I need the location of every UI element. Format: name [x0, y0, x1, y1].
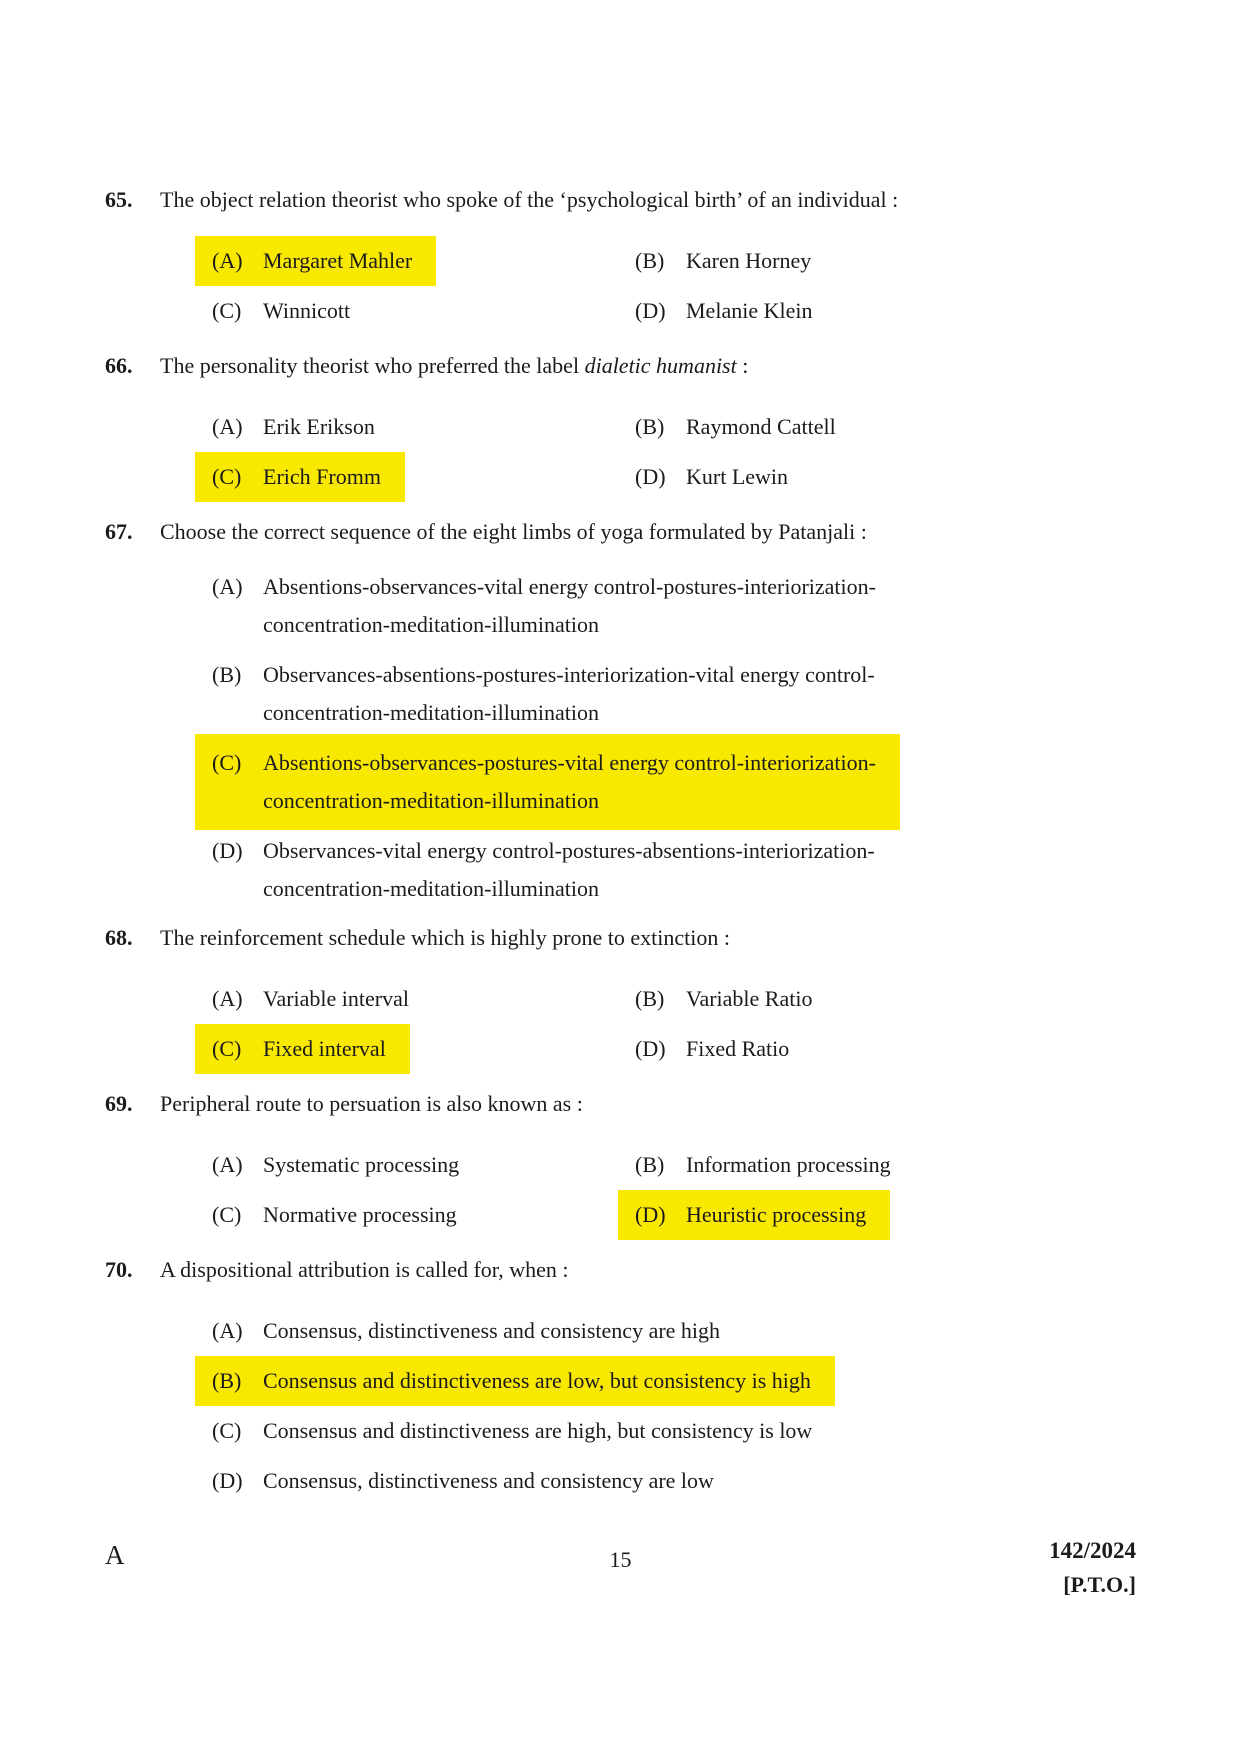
- option-text: Kurt Lewin: [686, 464, 789, 489]
- option-b: [212, 1356, 1136, 1406]
- page-number: 15: [609, 1547, 632, 1572]
- option-letter: (C): [212, 1202, 242, 1227]
- option-d: [212, 1456, 1136, 1506]
- option-a: [212, 568, 1136, 644]
- option-highlight-box: [195, 646, 899, 742]
- footer-right-block: [1049, 1538, 1136, 1598]
- option-text: Erich Fromm: [263, 464, 381, 489]
- question-65: [105, 186, 1136, 336]
- option-text: Erik Erikson: [263, 414, 375, 439]
- option-letter: (D): [635, 1202, 666, 1227]
- option-highlight-box: [195, 452, 405, 502]
- option-text: Consensus and distinctiveness are low, but consistency is high: [263, 1368, 811, 1393]
- question-number: 65.: [105, 187, 133, 212]
- option-highlight-box: [618, 1024, 813, 1074]
- option-text: Fixed Ratio: [686, 1036, 790, 1061]
- option-text: Information processing: [686, 1152, 891, 1177]
- question-text: Peripheral route to persuation is also known as :: [160, 1091, 583, 1116]
- option-letter: (A): [212, 574, 243, 599]
- option-text: Absentions-observances-vital energy control-postures-interiorization- concentration-meditation-illumination: [263, 574, 876, 637]
- paper-code: 142/2024: [1049, 1538, 1136, 1563]
- option-letter: (D): [635, 298, 666, 323]
- option-letter: (C): [212, 1418, 242, 1443]
- option-highlight-box: [195, 402, 399, 452]
- option-text: Normative processing: [263, 1202, 457, 1227]
- option-highlight-box: [618, 236, 835, 286]
- option-c: [212, 744, 1136, 820]
- option-letter: (C): [212, 1036, 242, 1061]
- option-letter: (B): [635, 986, 665, 1011]
- option-c: [212, 286, 635, 336]
- question-row: [105, 924, 1136, 952]
- option-letter: (A): [212, 1318, 243, 1343]
- question-text: The reinforcement schedule which is highly prone to extinction :: [160, 925, 731, 950]
- option-letter: (C): [212, 298, 242, 323]
- option-text: Observances-absentions-postures-interiorization-vital energy control- concentration-meditation-illumination: [263, 662, 875, 725]
- question-number: 66.: [105, 353, 133, 378]
- question-row: [105, 518, 1136, 546]
- option-letter: (A): [212, 248, 243, 273]
- option-text: Consensus, distinctiveness and consistency are low: [263, 1468, 714, 1493]
- question-69: [105, 1090, 1136, 1240]
- question-row: [105, 1256, 1136, 1284]
- option-letter: (B): [212, 1368, 242, 1393]
- option-highlight-box: [195, 236, 436, 286]
- option-letter: (A): [212, 414, 243, 439]
- option-text: Absentions-observances-postures-vital energy control-interiorization- concentration-meditation-illumination: [263, 750, 876, 813]
- option-highlight-box: [195, 1356, 835, 1406]
- option-c: [212, 1024, 635, 1074]
- option-d: [212, 832, 1136, 908]
- question-number: 68.: [105, 925, 133, 950]
- option-highlight-box: [195, 1456, 738, 1506]
- option-letter: (B): [635, 414, 665, 439]
- option-highlight-box: [195, 1306, 744, 1356]
- option-highlight-box: [618, 402, 860, 452]
- option-b: [635, 402, 1136, 452]
- question-list: [105, 186, 1136, 1522]
- option-letter: (B): [635, 1152, 665, 1177]
- option-d: [635, 1190, 1136, 1240]
- option-letter: (A): [212, 986, 243, 1011]
- option-b: [212, 656, 1136, 732]
- option-text: Consensus, distinctiveness and consistency are high: [263, 1318, 721, 1343]
- question-text: A dispositional attribution is called for, when :: [160, 1257, 569, 1282]
- option-text: Systematic processing: [263, 1152, 460, 1177]
- option-d: [635, 1024, 1136, 1074]
- option-highlight-box: [195, 286, 374, 336]
- option-text: Raymond Cattell: [686, 414, 836, 439]
- question-row: [105, 186, 1136, 214]
- option-highlight-box: [195, 1140, 483, 1190]
- question-text: The personality theorist who preferred the label dialetic humanist :: [160, 353, 749, 378]
- option-highlight-box: [618, 286, 836, 336]
- option-a: [212, 1140, 635, 1190]
- option-a: [212, 236, 635, 286]
- option-highlight-box: [618, 1140, 915, 1190]
- option-d: [635, 286, 1136, 336]
- option-c: [212, 452, 635, 502]
- question-row: [105, 352, 1136, 380]
- options: [212, 974, 1136, 1074]
- options: [212, 1306, 1136, 1506]
- options: [212, 568, 1136, 908]
- option-highlight-box: [618, 452, 812, 502]
- option-text: Melanie Klein: [686, 298, 813, 323]
- question-70: [105, 1256, 1136, 1506]
- question-number: 67.: [105, 519, 133, 544]
- options: [212, 402, 1136, 502]
- option-highlight-box: [195, 1024, 410, 1074]
- question-66: [105, 352, 1136, 502]
- option-highlight-box: [618, 1190, 890, 1240]
- question-67: [105, 518, 1136, 908]
- option-letter: (D): [635, 1036, 666, 1061]
- question-text: Choose the correct sequence of the eight limbs of yoga formulated by Patanjali :: [160, 519, 867, 544]
- option-b: [635, 974, 1136, 1024]
- option-highlight-box: [195, 558, 900, 654]
- option-highlight-box: [195, 1406, 836, 1456]
- option-highlight-box: [195, 734, 900, 830]
- option-text: Heuristic processing: [686, 1202, 867, 1227]
- options: [212, 236, 1136, 336]
- option-letter: (C): [212, 464, 242, 489]
- booklet-code: A: [105, 1540, 125, 1570]
- option-d: [635, 452, 1136, 502]
- option-highlight-box: [618, 974, 836, 1024]
- option-b: [635, 1140, 1136, 1190]
- option-highlight-box: [195, 1190, 481, 1240]
- options: [212, 1140, 1136, 1240]
- option-a: [212, 1306, 1136, 1356]
- question-number: 69.: [105, 1091, 133, 1116]
- option-text: Karen Horney: [686, 248, 812, 273]
- option-text: Observances-vital energy control-postures-absentions-interiorization- concentration-meditation-illumination: [263, 838, 875, 901]
- option-text: Fixed interval: [263, 1036, 386, 1061]
- option-letter: (A): [212, 1152, 243, 1177]
- pto-label: [P.T.O.]: [1063, 1572, 1136, 1597]
- question-text: The object relation theorist who spoke of the ‘psychological birth’ of an individual :: [160, 187, 899, 212]
- option-letter: (D): [212, 1468, 243, 1493]
- option-highlight-box: [195, 822, 899, 918]
- option-text: Variable interval: [263, 986, 409, 1011]
- option-a: [212, 974, 635, 1024]
- option-b: [635, 236, 1136, 286]
- option-text: Winnicott: [263, 298, 351, 323]
- option-letter: (C): [212, 750, 242, 775]
- question-row: [105, 1090, 1136, 1118]
- option-text: Consensus and distinctiveness are high, but consistency is low: [263, 1418, 813, 1443]
- option-c: [212, 1406, 1136, 1456]
- option-letter: (B): [212, 662, 242, 687]
- option-highlight-box: [195, 974, 433, 1024]
- option-letter: (B): [635, 248, 665, 273]
- question-68: [105, 924, 1136, 1074]
- option-text: Variable Ratio: [686, 986, 813, 1011]
- option-c: [212, 1190, 635, 1240]
- question-number: 70.: [105, 1257, 133, 1282]
- option-a: [212, 402, 635, 452]
- option-letter: (D): [212, 838, 243, 863]
- option-text: Margaret Mahler: [263, 248, 413, 273]
- option-letter: (D): [635, 464, 666, 489]
